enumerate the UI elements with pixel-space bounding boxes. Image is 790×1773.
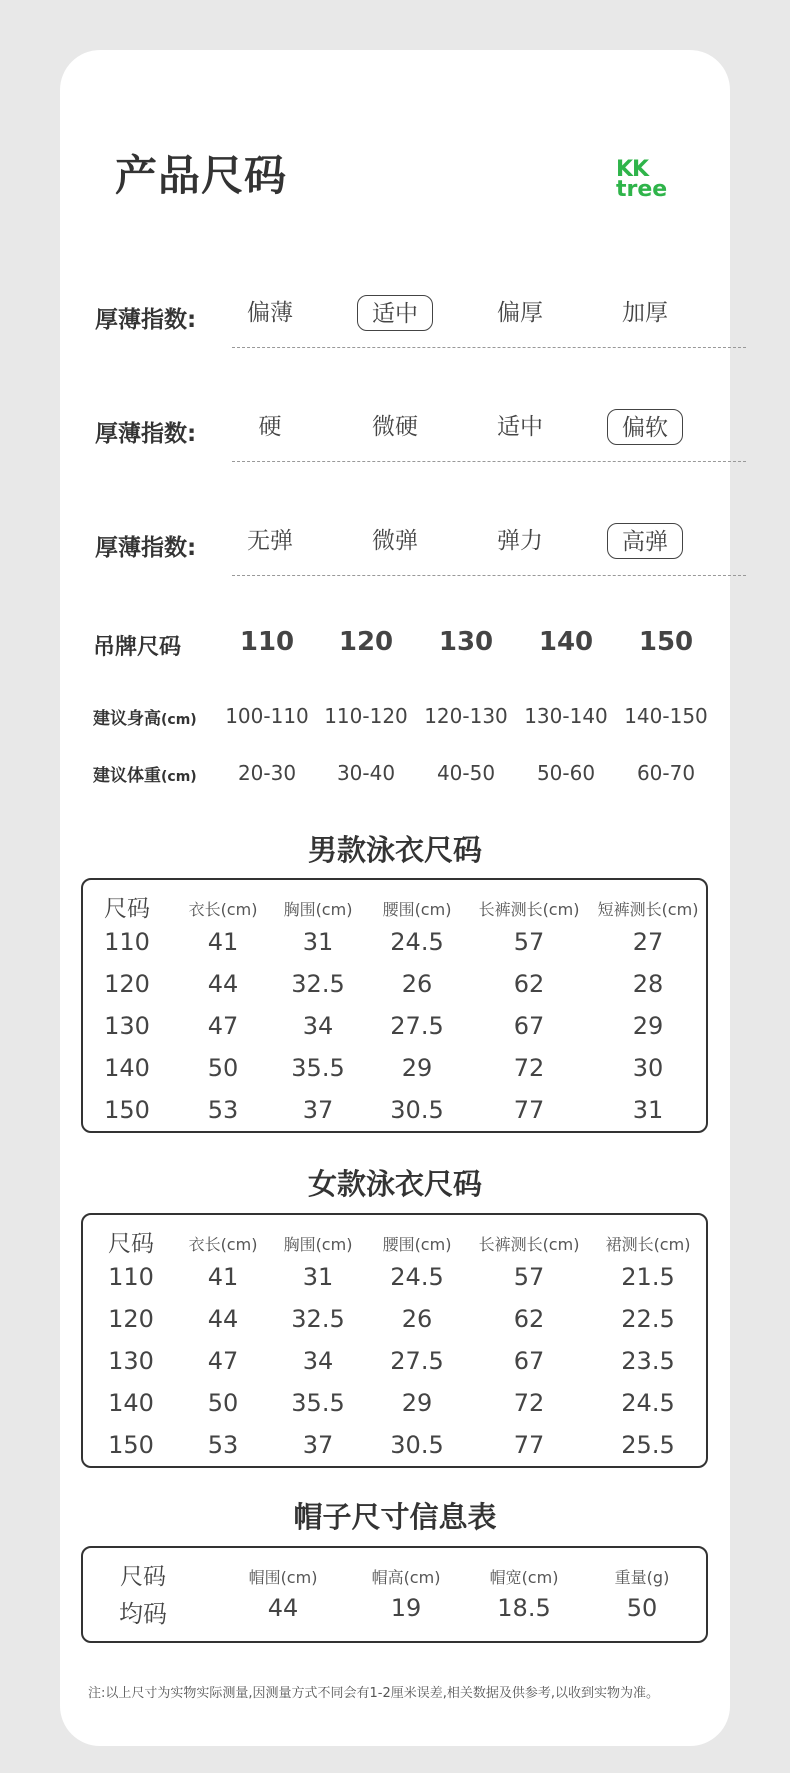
women_table-box xyxy=(81,1213,708,1468)
table-cell: 31 xyxy=(302,1263,334,1291)
weight_row-value: 40-50 xyxy=(436,761,496,785)
table-cell: 110 xyxy=(108,1263,154,1291)
table-cell: 57 xyxy=(513,928,545,956)
table-cell: 150 xyxy=(108,1431,154,1459)
table-cell: 22.5 xyxy=(621,1305,675,1333)
index-option: 硬 xyxy=(258,414,282,440)
table-cell: 67 xyxy=(513,1012,545,1040)
table-cell: 24.5 xyxy=(390,928,444,956)
table-cell: 77 xyxy=(513,1431,545,1459)
table-header-cell: 帽高(cm) xyxy=(371,1568,441,1587)
index-row xyxy=(60,515,730,575)
table-cell: 35.5 xyxy=(291,1389,345,1417)
tag_sizes-value: 110 xyxy=(239,627,295,657)
table-cell: 29 xyxy=(401,1054,433,1082)
logo-line1: KK xyxy=(616,157,649,182)
table-header-cell: 衣长(cm) xyxy=(188,900,258,919)
table-header-cell: 尺码 xyxy=(108,1231,154,1257)
table-cell: 32.5 xyxy=(291,1305,345,1333)
table-cell: 18.5 xyxy=(497,1594,551,1622)
table-cell: 30 xyxy=(632,1054,664,1082)
table-cell: 150 xyxy=(104,1096,150,1124)
weight_row-value: 30-40 xyxy=(336,761,396,785)
table-cell: 50 xyxy=(626,1594,658,1622)
index-option: 适中 xyxy=(497,414,543,440)
table-header-cell: 裙测长(cm) xyxy=(605,1235,691,1254)
weight_row-value: 60-70 xyxy=(636,761,696,785)
table-cell: 140 xyxy=(104,1054,150,1082)
men_table-title: 男款泳衣尺码 xyxy=(307,833,482,867)
table-header-cell: 衣长(cm) xyxy=(188,1235,258,1254)
table-cell: 26 xyxy=(401,970,433,998)
index-option: 加厚 xyxy=(622,300,668,326)
table-cell: 21.5 xyxy=(621,1263,675,1291)
table-cell: 62 xyxy=(513,970,545,998)
index-row xyxy=(60,287,730,347)
table-cell: 62 xyxy=(513,1305,545,1333)
table-header-cell: 短裤测长(cm) xyxy=(597,900,699,919)
table-cell: 41 xyxy=(207,928,239,956)
table-cell: 19 xyxy=(390,1594,422,1622)
index-option: 偏厚 xyxy=(497,300,543,326)
dashed-divider xyxy=(232,575,746,576)
height_row-value: 110-120 xyxy=(324,704,408,728)
women_table-title: 女款泳衣尺码 xyxy=(307,1167,482,1201)
table-cell: 30.5 xyxy=(390,1096,444,1124)
table-header-cell: 尺码 xyxy=(104,896,150,922)
table-cell: 27.5 xyxy=(390,1347,444,1375)
table-cell: 120 xyxy=(104,970,150,998)
table-cell: 27.5 xyxy=(390,1012,444,1040)
weight_row-label-text: 建议体重 xyxy=(93,766,161,786)
table-cell: 140 xyxy=(108,1389,154,1417)
table-cell: 29 xyxy=(401,1389,433,1417)
height_row-label-text: 建议身高 xyxy=(93,709,161,729)
table-header-cell: 腰围(cm) xyxy=(382,900,452,919)
table-cell: 110 xyxy=(104,928,150,956)
table-header-cell: 胸围(cm) xyxy=(283,900,353,919)
tag_sizes-value: 140 xyxy=(538,627,594,657)
table-cell: 29 xyxy=(632,1012,664,1040)
table-cell: 44 xyxy=(207,1305,239,1333)
height_row-value: 120-130 xyxy=(424,704,508,728)
size-chart-card xyxy=(60,50,730,1746)
table-cell: 50 xyxy=(207,1054,239,1082)
table-cell: 27 xyxy=(632,928,664,956)
table-cell: 均码 xyxy=(119,1600,167,1628)
table-cell: 47 xyxy=(207,1347,239,1375)
table-cell: 77 xyxy=(513,1096,545,1124)
table-cell: 120 xyxy=(108,1305,154,1333)
index-option: 无弹 xyxy=(247,528,293,554)
index-row xyxy=(60,401,730,461)
table-cell: 130 xyxy=(104,1012,150,1040)
table-cell: 53 xyxy=(207,1431,239,1459)
tag_sizes-label xyxy=(93,630,181,661)
height_row-value: 130-140 xyxy=(524,704,608,728)
index-option-selected: 高弹 xyxy=(607,523,683,559)
table-cell: 34 xyxy=(302,1347,334,1375)
index-label: 厚薄指数: xyxy=(95,421,197,447)
table-cell: 32.5 xyxy=(291,970,345,998)
table-cell: 72 xyxy=(513,1054,545,1082)
dashed-divider xyxy=(232,347,746,348)
index-option: 微硬 xyxy=(372,414,418,440)
table-header-cell: 腰围(cm) xyxy=(382,1235,452,1254)
table-cell: 31 xyxy=(302,928,334,956)
tag_sizes-value: 150 xyxy=(638,627,694,657)
table-cell: 35.5 xyxy=(291,1054,345,1082)
table-cell: 34 xyxy=(302,1012,334,1040)
weight_row-value: 50-60 xyxy=(536,761,596,785)
hat_table-title: 帽子尺寸信息表 xyxy=(293,1500,497,1534)
table-cell: 37 xyxy=(302,1096,334,1124)
table-cell: 72 xyxy=(513,1389,545,1417)
tag_sizes-label-text: 吊牌尺码 xyxy=(93,635,182,660)
table-cell: 130 xyxy=(108,1347,154,1375)
footnote: 注:以上尺寸为实物实际测量,因测量方式不同会有1-2厘米误差,相关数据及供参考,以收到实物为准。 xyxy=(88,1686,660,1701)
index-option: 偏薄 xyxy=(247,300,293,326)
table-header-cell: 重量(g) xyxy=(614,1568,670,1587)
table-cell: 50 xyxy=(207,1389,239,1417)
height_row-value: 100-110 xyxy=(225,704,309,728)
table-cell: 23.5 xyxy=(621,1347,675,1375)
tag_sizes-row xyxy=(60,627,730,670)
table-cell: 37 xyxy=(302,1431,334,1459)
table-cell: 25.5 xyxy=(621,1431,675,1459)
table-cell: 57 xyxy=(513,1263,545,1291)
weight_row-label xyxy=(93,761,197,786)
height_row-row xyxy=(60,704,730,744)
table-header-cell: 长裤测长(cm) xyxy=(478,900,580,919)
table-cell: 44 xyxy=(267,1594,299,1622)
index-label: 厚薄指数: xyxy=(95,535,197,561)
men_table-box xyxy=(81,878,708,1133)
logo-line2: tree xyxy=(616,177,668,202)
dashed-divider xyxy=(232,461,746,462)
table-header-cell: 胸围(cm) xyxy=(283,1235,353,1254)
height_row-label xyxy=(93,704,197,729)
table-cell: 53 xyxy=(207,1096,239,1124)
table-header-cell: 帽围(cm) xyxy=(248,1568,318,1587)
table-header-cell: 尺码 xyxy=(120,1564,166,1590)
table-cell: 41 xyxy=(207,1263,239,1291)
table-cell: 31 xyxy=(632,1096,664,1124)
table-cell: 28 xyxy=(632,970,664,998)
page-title: 产品尺码 xyxy=(115,151,288,200)
height_row-value: 140-150 xyxy=(624,704,708,728)
table-cell: 30.5 xyxy=(390,1431,444,1459)
weight_row-row xyxy=(60,761,730,801)
table-header-cell: 帽宽(cm) xyxy=(489,1568,559,1587)
table-cell: 67 xyxy=(513,1347,545,1375)
weight_row-unit: (cm) xyxy=(161,769,197,785)
tag_sizes-value: 120 xyxy=(338,627,394,657)
index-option-selected: 适中 xyxy=(357,295,433,331)
brand-logo xyxy=(616,157,672,204)
index-option: 微弹 xyxy=(372,528,418,554)
table-cell: 26 xyxy=(401,1305,433,1333)
table-header-cell: 长裤测长(cm) xyxy=(478,1235,580,1254)
weight_row-value: 20-30 xyxy=(237,761,297,785)
table-cell: 44 xyxy=(207,970,239,998)
index-label: 厚薄指数: xyxy=(95,307,197,333)
index-option-selected: 偏软 xyxy=(607,409,683,445)
table-cell: 47 xyxy=(207,1012,239,1040)
tag_sizes-value: 130 xyxy=(438,627,494,657)
table-cell: 24.5 xyxy=(390,1263,444,1291)
index-option: 弹力 xyxy=(497,528,543,554)
height_row-unit: (cm) xyxy=(161,712,197,728)
hat_table-box xyxy=(81,1546,708,1643)
table-cell: 24.5 xyxy=(621,1389,675,1417)
